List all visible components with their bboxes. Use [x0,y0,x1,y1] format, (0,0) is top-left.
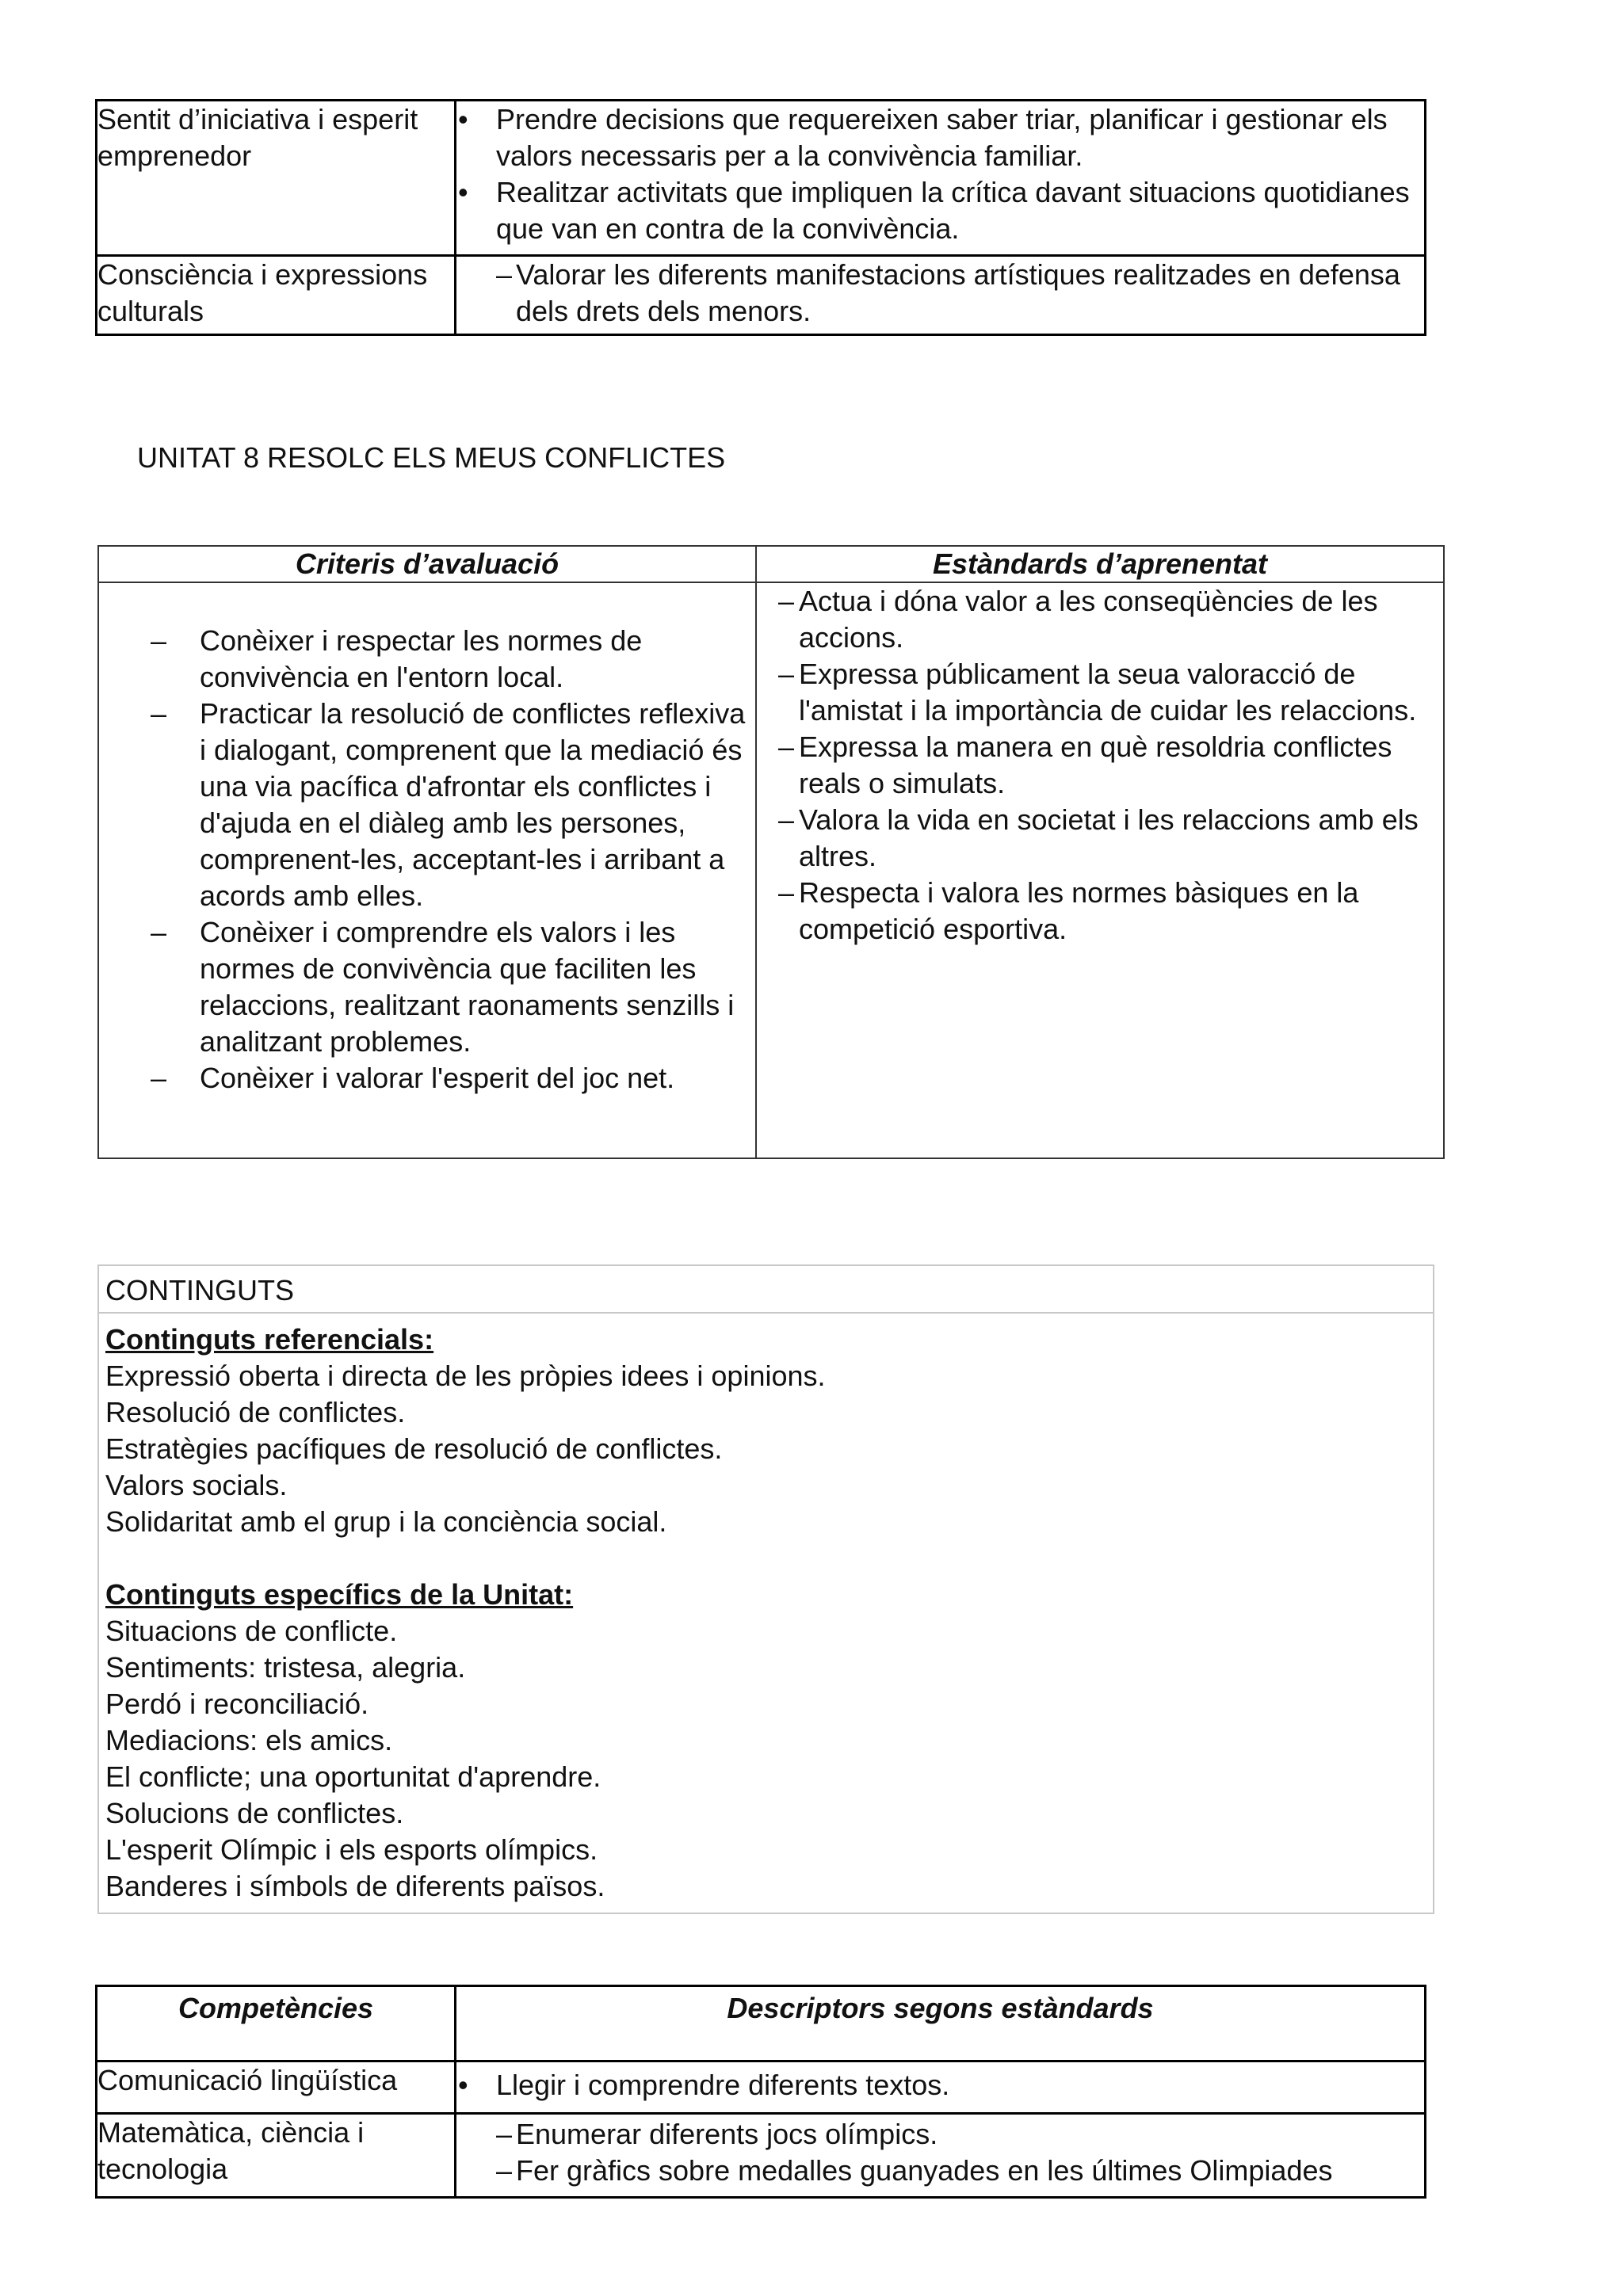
competences-header: Competències [97,1986,456,2061]
competence-cell [97,2061,456,2114]
referential-title: Continguts referencials: [105,1323,434,1356]
list-item: El conflicte; una oportunitat d'aprendre. [105,1760,601,1793]
list-item: L'esperit Olímpic i els esports olímpics. [105,1833,598,1866]
table-row [98,582,1444,1158]
competence-cell [97,2114,456,2198]
standards-cell [756,582,1444,1158]
competences-table-top [95,99,1426,336]
contents-box [97,1264,1434,1914]
list-item: – Conèixer i valorar l'esperit del joc net. [99,1060,755,1097]
list-item: Solucions de conflictes. [105,1797,404,1829]
unit-title: UNITAT 8 RESOLC ELS MEUS CONFLICTES [137,441,726,474]
list-item: • Prendre decisions que requereixen saber triar, planificar i gestionar els valors necessaris per a la convivència familiar. [456,101,1424,174]
contents-body [99,1314,1433,1913]
dash-list [495,257,1416,330]
list-item: Sentiments: tristesa, alegria. [105,1651,466,1684]
competence-label: Sentit d’iniciativa i esperit emprenedor [97,103,418,172]
bullet-list [456,101,1424,247]
competences-table-bottom [95,1985,1426,2199]
table-row [97,2114,1426,2198]
list-item: – Conèixer i comprendre els valors i les normes de convivència que faciliten les relaccions, realitzant raonaments senzills i analitzant problemes. [99,914,755,1060]
list-item: – Valorar les diferents manifestacions artístiques realitzades en defensa dels drets dels menors. [495,257,1416,330]
list-item: Banderes i símbols de diferents països. [105,1870,605,1902]
list-item: – Actua i dóna valor a les conseqüències de les accions. [757,583,1437,656]
list-item: – Conèixer i respectar les normes de convivència en l'entorn local. [99,623,755,696]
criteria-standards-table [97,545,1445,1159]
competence-cell [97,256,456,335]
list-item: – Practicar la resolució de conflictes reflexiva i dialogant, comprenent que la mediació és una via pacífica d'afrontar els conflictes i d'ajuda en el diàleg amb les persones, comprenent-les, acceptant-les i arribant a acords amb elles. [99,696,755,914]
descriptor-cell [456,256,1426,335]
descriptor-cell [456,2114,1426,2198]
competence-label: Consciència i expressions culturals [97,258,428,327]
list-item: – Enumerar diferents jocs olímpics. [495,2116,1416,2153]
list-item: Valors socials. [105,1469,288,1501]
criteria-list [99,583,755,1097]
list-item: Expressió oberta i directa de les pròpies idees i opinions. [105,1360,826,1392]
standards-header: Estàndards d’aprenentat [756,546,1444,582]
table-row [97,256,1426,335]
contents-header: CONTINGUTS [99,1266,1433,1314]
list-item: • Realitzar activitats que impliquen la crítica davant situacions quotidianes que van en contra de la convivència. [456,174,1424,247]
table-header-row [98,546,1444,582]
competence-label: Matemàtica, ciència i tecnologia [97,2116,365,2185]
list-item: Perdó i reconciliació. [105,1688,369,1720]
list-item: • Llegir i comprendre diferents textos. [456,2067,1424,2103]
descriptor-cell [456,2061,1426,2114]
dash-list [495,2116,1416,2189]
competence-label: Comunicació lingüística [97,2064,398,2096]
spacer [105,1540,1426,1577]
list-item: Estratègies pacífiques de resolució de conflictes. [105,1432,723,1465]
list-item: – Respecta i valora les normes bàsiques en la competició esportiva. [757,875,1437,948]
list-item: – Valora la vida en societat i les relaccions amb els altres. [757,802,1437,875]
descriptor-cell [456,101,1426,256]
criteria-cell [98,582,756,1158]
list-item: Situacions de conflicte. [105,1615,398,1647]
table-row [97,2061,1426,2114]
list-item: Solidaritat amb el grup i la conciència social. [105,1505,667,1538]
descriptors-header: Descriptors segons estàndards [456,1986,1426,2061]
specific-title: Continguts específics de la Unitat: [105,1578,574,1611]
list-item: Mediacions: els amics. [105,1724,393,1756]
list-item: – Expressa públicament la seua valoracció de l'amistat i la importància de cuidar les relaccions. [757,656,1437,729]
list-item: – Fer gràfics sobre medalles guanyades en les últimes Olimpiades [495,2153,1416,2189]
list-item: – Expressa la manera en què resoldria conflictes reals o simulats. [757,729,1437,802]
table-row [97,101,1426,256]
standards-list [757,583,1443,948]
table-header-row [97,1986,1426,2061]
bullet-list [456,2062,1424,2103]
criteria-header: Criteris d’avaluació [98,546,756,582]
competence-cell [97,101,456,256]
list-item: Resolució de conflictes. [105,1396,406,1428]
